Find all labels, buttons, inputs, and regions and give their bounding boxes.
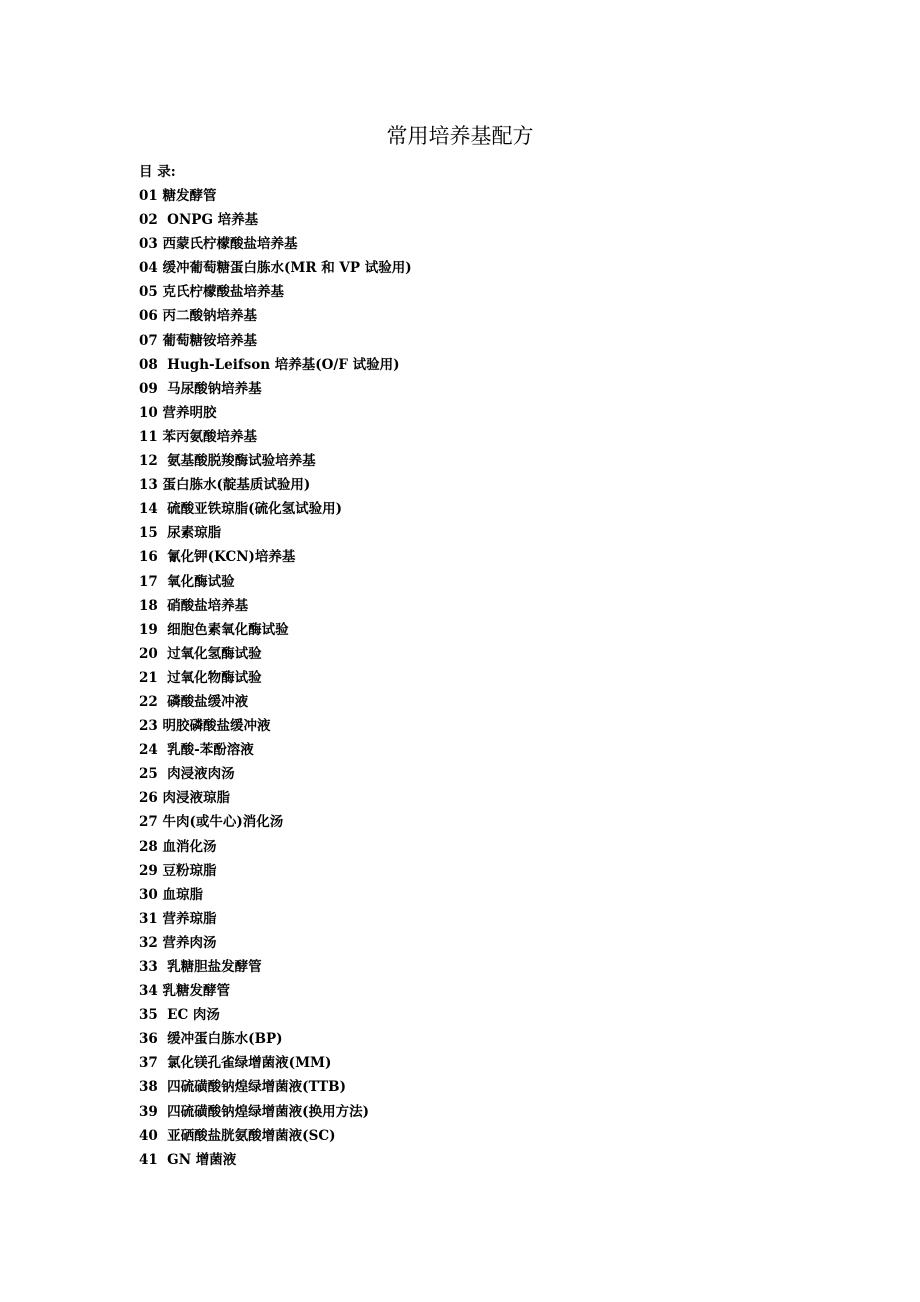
toc-item: 38 四硫磺酸钠煌绿增菌液(TTB) <box>139 1079 346 1096</box>
toc-item: 12 氨基酸脱羧酶试验培养基 <box>139 453 316 470</box>
toc-item: 10 营养明胶 <box>139 404 217 421</box>
toc-item: 27 牛肉(或牛心)消化汤 <box>139 814 284 831</box>
toc-item: 19 细胞色素氧化酶试验 <box>139 621 289 638</box>
toc-item: 23 明胶磷酸盐缓冲液 <box>139 718 271 735</box>
toc-item: 08 Hugh-Leifson 培养基(O/F 试验用) <box>139 356 400 373</box>
toc-item: 22 磷酸盐缓冲液 <box>139 693 249 710</box>
toc-item: 37 氯化镁孔雀绿增菌液(MM) <box>139 1055 332 1072</box>
toc-item: 11 苯丙氨酸培养基 <box>139 428 257 445</box>
toc-item: 25 肉浸液肉汤 <box>139 766 235 783</box>
toc-item: 02 ONPG 培养基 <box>139 212 259 229</box>
document-title: 常用培养基配方 <box>386 124 534 148</box>
toc-item: 33 乳糖胆盐发酵管 <box>139 959 262 975</box>
toc-item: 29 豆粉琼脂 <box>139 862 217 879</box>
toc-item: 40 亚硒酸盐胱氨酸增菌液(SC) <box>139 1127 336 1144</box>
toc-item: 05 克氏柠檬酸盐培养基 <box>139 284 284 301</box>
toc-item: 07 葡萄糖铵培养基 <box>139 332 257 349</box>
toc-list <box>139 186 412 1174</box>
toc-item: 21 过氧化物酶试验 <box>139 669 262 686</box>
toc-item: 18 硝酸盐培养基 <box>139 597 249 614</box>
toc-heading: 目 录: <box>139 164 176 180</box>
toc-item: 34 乳糖发酵管 <box>139 983 230 1000</box>
toc-item: 15 尿素琼脂 <box>139 525 222 542</box>
toc-item: 01 糖发酵管 <box>139 188 217 204</box>
toc-item: 17 氧化酶试验 <box>139 573 235 590</box>
toc-item: 04 缓冲葡萄糖蛋白胨水(MR 和 VP 试验用) <box>139 260 412 277</box>
toc-item: 28 血消化汤 <box>139 838 217 855</box>
toc-item: 31 营养琼脂 <box>139 910 217 927</box>
toc-item: 32 营养肉汤 <box>139 934 217 951</box>
toc-item: 26 肉浸液琼脂 <box>139 790 230 807</box>
toc-item: 09 马尿酸钠培养基 <box>139 380 262 397</box>
toc-item: 06 丙二酸钠培养基 <box>139 308 257 325</box>
toc-item: 41 GN 增菌液 <box>139 1151 237 1168</box>
toc-item: 30 血琼脂 <box>139 886 203 903</box>
toc-item: 36 缓冲蛋白胨水(BP) <box>139 1031 283 1048</box>
toc-item: 14 硫酸亚铁琼脂(硫化氢试验用) <box>139 501 342 518</box>
toc-item: 24 乳酸-苯酚溶液 <box>139 742 254 759</box>
toc-item: 35 EC 肉汤 <box>139 1007 220 1024</box>
toc-item: 03 西蒙氏柠檬酸盐培养基 <box>139 236 298 253</box>
toc-item: 16 氰化钾(KCN)培养基 <box>139 549 296 566</box>
toc-item: 13 蛋白胨水(靛基质试验用) <box>139 477 311 494</box>
toc-item: 39 四硫磺酸钠煌绿增菌液(换用方法) <box>139 1103 369 1120</box>
toc-item: 20 过氧化氢酶试验 <box>139 645 262 662</box>
